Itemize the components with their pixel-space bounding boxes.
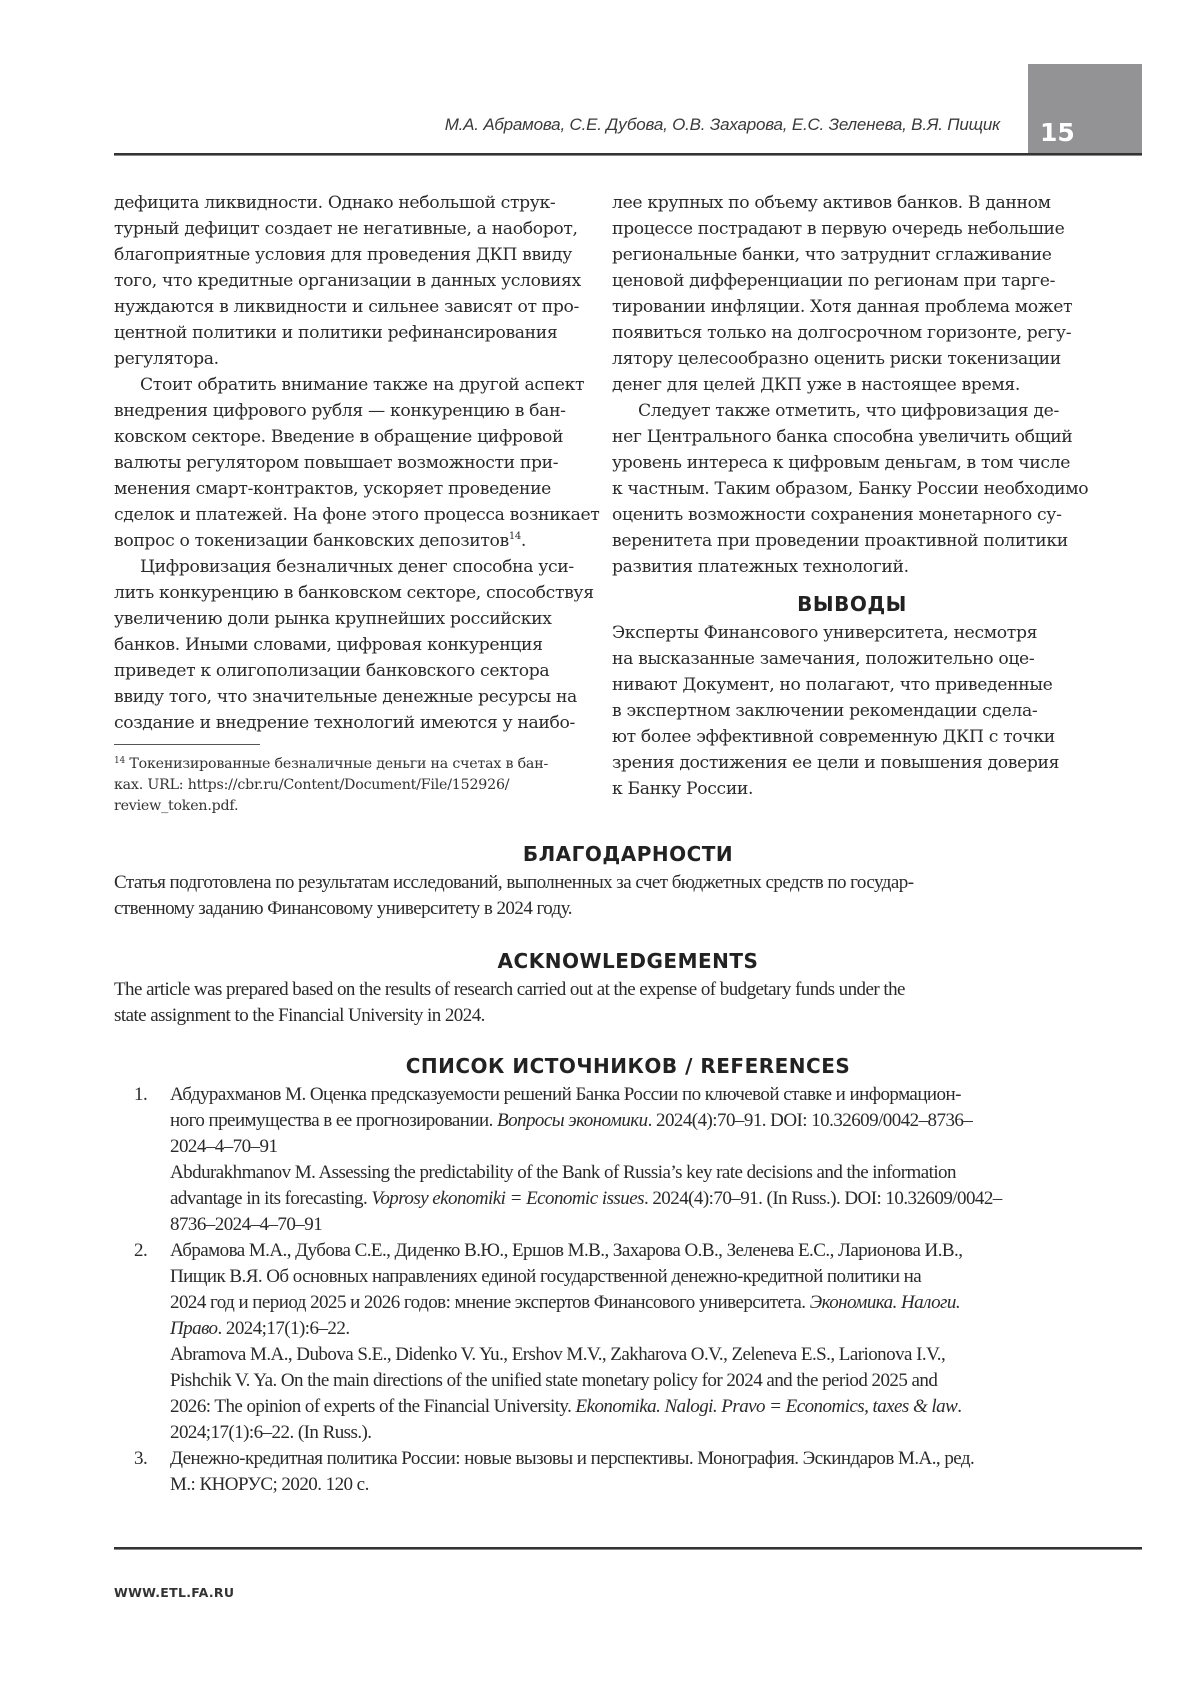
- footnote-url-line[interactable]: ках. URL: https://cbr.ru/Content/Document/File/152926/: [114, 777, 510, 793]
- text-line: Pishchik V. Ya. On the main directions of the unified state monetary policy for 2024 and the period 2025 and: [170, 1370, 938, 1391]
- text-line: [170, 1108, 1142, 1134]
- references-section: [114, 1050, 1142, 1498]
- text-line: центной политики и политики рефинансирования: [114, 323, 558, 343]
- text-line: [170, 1316, 1142, 1342]
- text-line: Статья подготовлена по результатам исследований, выполненных за счет бюджетных средств по государ-: [114, 872, 914, 893]
- text-span: .: [520, 531, 526, 551]
- text-line: регулятора.: [114, 349, 219, 369]
- text-line: создание и внедрение технологий имеются у наибо-: [114, 713, 575, 733]
- journal-title: Voprosy ekonomiki = Economic issues: [371, 1188, 644, 1209]
- text-line: валюты регулятором повышает возможности при-: [114, 453, 559, 473]
- reference-item: [114, 1238, 1142, 1446]
- text-line: дефицита ликвидности. Однако небольшой струк-: [114, 193, 556, 213]
- text-line: Абрамова М.А., Дубова С.Е., Диденко В.Ю., Ершов М.В., Захарова О.В., Зеленева Е.С., Ларионова И.В.,: [170, 1240, 963, 1261]
- text-line: внедрения цифрового рубля — конкуренцию в бан-: [114, 401, 566, 421]
- text-line: турный дефицит создает не негативные, а наоборот,: [114, 219, 578, 239]
- text-line: банков. Иными словами, цифровая конкуренция: [114, 635, 543, 655]
- paragraph: [114, 554, 594, 736]
- journal-title: Право: [170, 1318, 218, 1339]
- text-line: [170, 1186, 1142, 1212]
- text-line: тировании инфляции. Хотя данная проблема может: [612, 297, 1073, 317]
- text-line: state assignment to the Financial University in 2024.: [114, 1005, 485, 1026]
- text-line: денег для целей ДКП уже в настоящее время.: [612, 375, 1020, 395]
- text-line: лятору целесообразно оценить риски токенизации: [612, 349, 1061, 369]
- text-line: сделок и платежей. На фоне этого процесса возникает: [114, 505, 600, 525]
- text-line: ввиду того, что значительные денежные ресурсы на: [114, 687, 577, 707]
- reference-number: 2.: [134, 1240, 148, 1261]
- footnote-reference[interactable]: 14: [508, 531, 521, 542]
- text-span: .: [957, 1396, 962, 1417]
- text-line: к Банку России.: [612, 779, 754, 799]
- text-line: Пищик В.Я. Об основных направлениях единой государственной денежно-кредитной политики на: [170, 1266, 922, 1287]
- text-line: появиться только на долгосрочном горизонте, регу-: [612, 323, 1072, 343]
- journal-title: Вопросы экономики: [497, 1110, 648, 1131]
- text-line: Денежно-кредитная политика России: новые вызовы и перспективы. Монография. Эскиндаров М.А., ред.: [170, 1448, 975, 1469]
- text-line: ковском секторе. Введение в обращение цифровой: [114, 427, 564, 447]
- text-line: к частным. Таким образом, Банку России необходимо: [612, 479, 1089, 499]
- reference-number: 3.: [134, 1448, 148, 1469]
- text-line: Абдурахманов М. Оценка предсказуемости решений Банка России по ключевой ставке и информацион-: [170, 1084, 961, 1105]
- text-line: на высказанные замечания, положительно оце-: [612, 649, 1035, 669]
- doi-text[interactable]: . 2024(4):70–91. (In Russ.). DOI: 10.32609/0042–: [643, 1188, 1002, 1209]
- text-line: благоприятные условия для проведения ДКП ввиду: [114, 245, 572, 265]
- text-line: [170, 1394, 1142, 1420]
- text-line: оценить возможности сохранения монетарного су-: [612, 505, 1062, 525]
- text-line: лить конкуренцию в банковском секторе, способствуя: [114, 583, 594, 603]
- text-line: [170, 1290, 1142, 1316]
- text-line: [114, 754, 604, 775]
- acknowledgements-ru-heading: БЛАГОДАРНОСТИ: [522, 842, 734, 866]
- reference-number: 1.: [134, 1084, 148, 1105]
- right-column: [612, 190, 1092, 802]
- text-span: 2026: The opinion of experts of the Financial University.: [170, 1396, 576, 1417]
- text-line: Abramova M.A., Dubova S.E., Didenko V. Yu., Ershov M.V., Zakharova O.V., Zeleneva E.S., Larionova I.V.,: [170, 1344, 946, 1365]
- left-column: [114, 190, 600, 736]
- journal-website-link[interactable]: WWW.ETL.FA.RU: [114, 1585, 235, 1600]
- paragraph: [114, 372, 600, 554]
- text-span: вопрос о токенизации банковских депозитов: [114, 531, 509, 551]
- text-line: нивают Документ, но полагают, что приведенные: [612, 675, 1053, 695]
- footnote-rule: [114, 744, 260, 745]
- acknowledgements-en-section: [114, 945, 1142, 1029]
- text-line: лее крупных по объему активов банков. В данном: [612, 193, 1051, 213]
- footer-rule: [114, 1547, 1142, 1550]
- text-line: ственному заданию Финансовому университету в 2024 году.: [114, 898, 573, 919]
- text-line: Цифровизация безналичных денег способна уси-: [140, 557, 574, 577]
- header-rule: [114, 153, 1142, 156]
- text-span: ного преимущества в ее прогнозировании.: [170, 1110, 498, 1131]
- reference-item: [114, 1446, 1142, 1498]
- text-line: Стоит обратить внимание также на другой аспект: [140, 375, 585, 395]
- text-line: региональные банки, что затруднит сглаживание: [612, 245, 1052, 265]
- paragraph: [114, 190, 594, 372]
- text-line: ют более эффективной современную ДКП с точки: [612, 727, 1055, 747]
- conclusions-heading: ВЫВОДЫ: [797, 592, 907, 616]
- text-line: Следует также отметить, что цифровизация де-: [638, 401, 1059, 421]
- text-line: зрения достижения ее цели и повышения доверия: [612, 753, 1060, 773]
- reference-item: [114, 1082, 1142, 1238]
- conclusions-paragraph: [612, 620, 1092, 802]
- page-number: 15: [1040, 118, 1075, 147]
- text-line: 8736–2024–4–70–91: [170, 1214, 323, 1235]
- text-line: развития платежных технологий.: [612, 557, 909, 577]
- text-line: нуждаются в ликвидности и сильнее зависят от про-: [114, 297, 579, 317]
- text-line: менения смарт-контрактов, ускоряет проведение: [114, 479, 552, 499]
- footnote-number: 14: [114, 756, 126, 766]
- acknowledgements-ru-section: [114, 838, 1142, 922]
- text-line: процессе пострадают в первую очередь небольшие: [612, 219, 1065, 239]
- text-line: М.: КНОРУС; 2020. 120 с.: [170, 1474, 369, 1495]
- text-span: advantage in its forecasting.: [170, 1188, 372, 1209]
- journal-title: Ekonomika. Nalogi. Pravo = Economics, taxes & law: [575, 1396, 958, 1417]
- text-line: уровень интереса к цифровым деньгам, в том числе: [612, 453, 1071, 473]
- text-line: веренитета при проведении проактивной политики: [612, 531, 1068, 551]
- text-line: в экспертном заключении рекомендации сдела-: [612, 701, 1038, 721]
- text-line: 2024–4–70–91: [170, 1136, 278, 1157]
- paragraph: [612, 398, 1092, 580]
- text-span: . 2024;17(1):6–22.: [217, 1318, 350, 1339]
- text-line: Эксперты Финансового университета, несмотря: [612, 623, 1038, 643]
- text-line: Abdurakhmanov M. Assessing the predictability of the Bank of Russia’s key rate decisions and the information: [170, 1162, 956, 1183]
- doi-text[interactable]: . 2024(4):70–91. DOI: 10.32609/0042–8736–: [647, 1110, 973, 1131]
- journal-title: Экономика. Налоги.: [809, 1292, 961, 1313]
- text-line: нег Центрального банка способна увеличить общий: [612, 427, 1073, 447]
- text-line: того, что кредитные организации в данных условиях: [114, 271, 581, 291]
- text-line: приведет к олигополизации банковского сектора: [114, 661, 550, 681]
- text-line: [114, 528, 594, 554]
- text-line: ценовой дифференциации по регионам при тарге-: [612, 271, 1056, 291]
- text-line: The article was prepared based on the results of research carried out at the expense of budgetary funds under the: [114, 979, 905, 1000]
- text-span: Токенизированные безналичные деньги на счетах в бан-: [125, 756, 549, 772]
- footnote: [114, 754, 604, 817]
- references-heading: СПИСОК ИСТОЧНИКОВ / REFERENCES: [405, 1054, 851, 1078]
- running-head-authors: М.А. Абрамова, С.Е. Дубова, О.В. Захарова, Е.С. Зеленева, В.Я. Пищик: [444, 115, 1000, 134]
- paragraph: [612, 190, 1092, 398]
- text-line: увеличению доли рынка крупнейших российских: [114, 609, 552, 629]
- text-line: 2024;17(1):6–22. (In Russ.).: [170, 1422, 372, 1443]
- acknowledgements-en-heading: ACKNOWLEDGEMENTS: [497, 949, 759, 973]
- footnote-url-line[interactable]: review_token.pdf.: [114, 798, 239, 814]
- text-span: 2024 год и период 2025 и 2026 годов: мнение экспертов Финансового университета.: [170, 1292, 810, 1313]
